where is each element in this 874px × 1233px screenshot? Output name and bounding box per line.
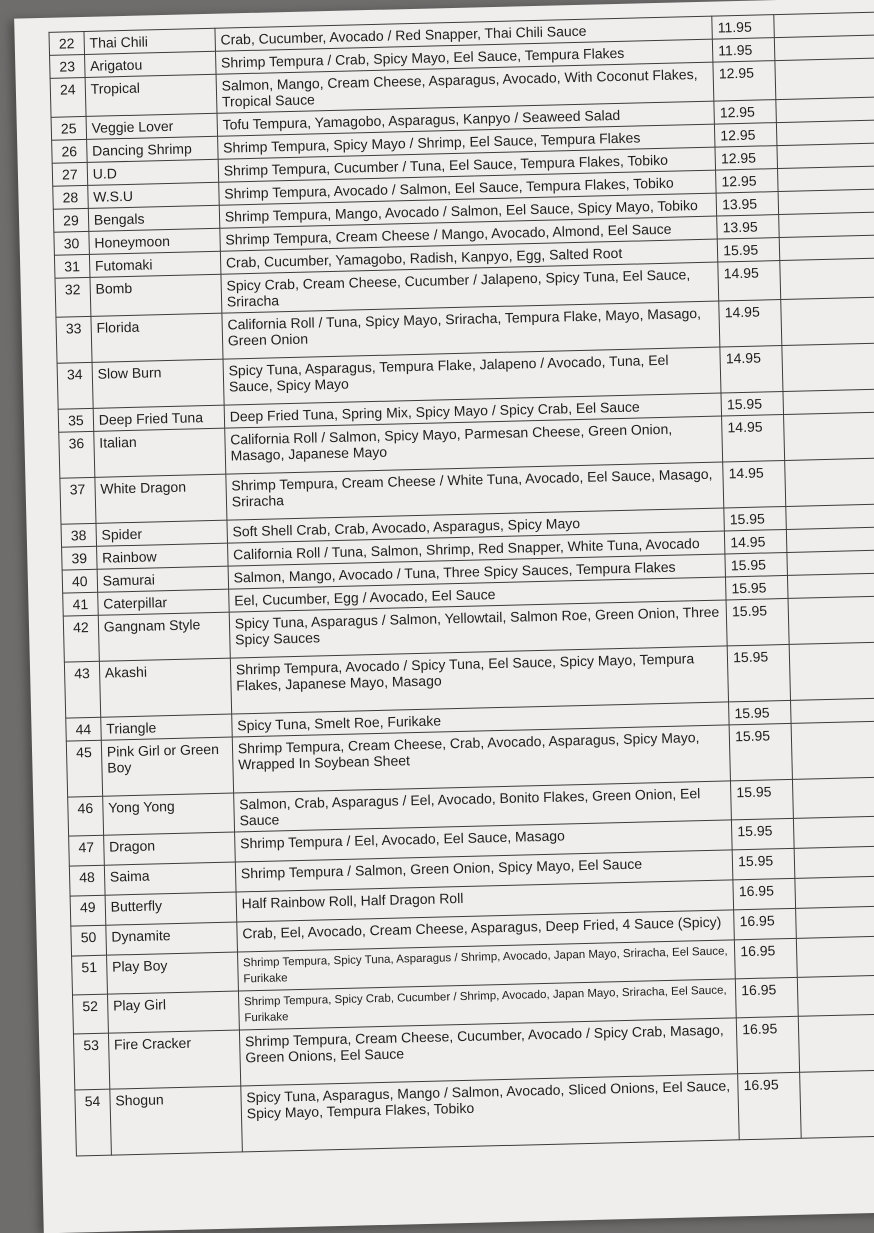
roll-number: 32: [55, 277, 91, 317]
roll-price: 15.95: [727, 644, 790, 701]
roll-number: 34: [57, 362, 93, 409]
roll-name: Bengals: [88, 205, 220, 231]
roll-number: 36: [59, 431, 95, 478]
roll-number: 33: [56, 316, 92, 363]
roll-ingredients: Shrimp Tempura, Cream Cheese, Crab, Avocado, Asparagus, Spicy Mayo, Wrapped In Soybean Sheet: [232, 725, 731, 793]
roll-name: Dragon: [103, 832, 235, 865]
roll-ingredients: Soft Shell Crab, Crab, Avocado, Asparagus, Spicy Mayo: [227, 508, 725, 543]
blank-column-cell: [779, 235, 874, 261]
roll-number: 54: [75, 1089, 111, 1156]
blank-column-cell: [775, 97, 874, 123]
roll-number: 42: [63, 615, 99, 662]
blank-column-cell: [776, 120, 874, 146]
blank-column-cell: [786, 550, 874, 576]
roll-name: Dynamite: [106, 922, 238, 955]
roll-name: Caterpillar: [97, 589, 229, 615]
roll-ingredients: Shrimp Tempura / Eel, Avocado, Eel Sauce, Masago: [234, 820, 732, 862]
roll-name: Deep Fried Tuna: [93, 405, 225, 431]
roll-price: 15.95: [717, 238, 779, 262]
blank-column-cell: [778, 189, 874, 215]
roll-price: 13.95: [716, 192, 778, 216]
roll-price: 12.95: [714, 100, 776, 124]
roll-number: 50: [71, 925, 107, 956]
roll-price: 14.95: [718, 261, 780, 301]
blank-column-cell: [789, 642, 874, 701]
blank-column-cell: [778, 212, 874, 238]
roll-name: Spider: [96, 520, 228, 546]
roll-ingredients: Spicy Crab, Cream Cheese, Cucumber / Jalapeno, Spicy Tuna, Eel Sauce, Sriracha: [221, 262, 719, 313]
roll-number: 49: [70, 895, 106, 926]
roll-ingredients: California Roll / Salmon, Spicy Mayo, Parmesan Cheese, Green Onion, Masago, Japanese Mayo: [224, 416, 722, 474]
blank-column-cell: [788, 596, 874, 645]
roll-price: 14.95: [723, 460, 786, 507]
roll-name: W.S.U: [88, 182, 220, 208]
roll-price: 16.95: [735, 938, 797, 978]
blank-column-cell: [774, 35, 874, 61]
roll-number: 25: [51, 116, 86, 140]
roll-price: 12.95: [715, 146, 777, 170]
blank-column-cell: [792, 777, 874, 819]
menu-sheet: [14, 0, 874, 1233]
blank-column-cell: [787, 573, 874, 599]
roll-name: Florida: [91, 313, 223, 362]
roll-price: 14.95: [722, 415, 785, 462]
roll-ingredients: Shrimp Tempura, Mango, Avocado / Salmon, Eel Sauce, Spicy Mayo, Tobiko: [219, 193, 717, 228]
roll-name: Samurai: [97, 566, 229, 592]
roll-price: 12.95: [716, 169, 778, 193]
roll-name: Yong Yong: [102, 793, 234, 835]
roll-ingredients: Half Rainbow Roll, Half Dragon Roll: [236, 880, 734, 922]
roll-menu-table: [48, 12, 874, 1157]
roll-price: 16.95: [738, 1072, 801, 1139]
roll-ingredients: Shrimp Tempura, Avocado / Salmon, Eel Sauce, Tempura Flakes, Tobiko: [218, 170, 716, 205]
roll-price: 14.95: [719, 300, 782, 347]
blank-column-cell: [799, 1070, 874, 1139]
blank-column-cell: [786, 527, 874, 553]
roll-name: Tropical: [85, 74, 217, 116]
roll-price: 16.95: [736, 1016, 799, 1073]
roll-ingredients: Spicy Tuna, Asparagus, Tempura Flake, Jalapeno / Avocado, Tuna, Eel Sauce, Spicy Mayo: [223, 347, 721, 405]
roll-ingredients: Shrimp Tempura, Spicy Tuna, Asparagus / Shrimp, Avocado, Japan Mayo, Sriracha, Eel Sauce, Furikake: [237, 940, 735, 991]
blank-column-cell: [785, 504, 874, 530]
roll-ingredients: Crab, Cucumber, Yamagobo, Radish, Kanpyo, Egg, Salted Root: [220, 239, 718, 274]
roll-ingredients: Spicy Tuna, Asparagus, Mango / Salmon, Avocado, Sliced Onions, Eel Sauce, Spicy Mayo, Tempura Flakes, Tobiko: [241, 1074, 740, 1152]
roll-number: 30: [54, 231, 89, 255]
roll-price: 11.95: [712, 15, 774, 39]
roll-name: Gangnam Style: [98, 612, 230, 661]
roll-ingredients: Shrimp Tempura, Spicy Mayo / Shrimp, Eel Sauce, Tempura Flakes: [217, 124, 715, 159]
blank-column-cell: [781, 343, 874, 392]
roll-number: 41: [63, 592, 98, 616]
roll-ingredients: Spicy Tuna, Asparagus / Salmon, Yellowtail, Salmon Roe, Green Onion, Three Spicy Sauces: [229, 600, 727, 658]
roll-ingredients: Shrimp Tempura, Cream Cheese / White Tuna, Avocado, Eel Sauce, Masago, Sriracha: [226, 462, 724, 520]
roll-price: 15.95: [726, 575, 788, 599]
menu-table-body: [49, 12, 874, 1156]
roll-price: 15.95: [725, 552, 787, 576]
blank-column-cell: [783, 412, 874, 461]
roll-name: Thai Chili: [84, 28, 216, 54]
blank-column-cell: [794, 876, 874, 909]
roll-price: 16.95: [734, 908, 796, 939]
blank-column-cell: [793, 816, 874, 849]
roll-number: 27: [52, 162, 87, 186]
roll-ingredients: Shrimp Tempura / Salmon, Green Onion, Spicy Mayo, Eel Sauce: [235, 850, 733, 892]
blank-column-cell: [777, 166, 874, 192]
roll-price: 12.95: [715, 123, 777, 147]
blank-column-cell: [796, 936, 874, 978]
roll-price: 12.95: [713, 61, 775, 101]
roll-number: 24: [50, 77, 86, 117]
roll-ingredients: Salmon, Mango, Avocado / Tuna, Three Spicy Sauces, Tempura Flakes: [228, 554, 726, 589]
roll-ingredients: Eel, Cucumber, Egg / Avocado, Eel Sauce: [228, 577, 726, 612]
blank-column-cell: [783, 389, 874, 415]
roll-price: 16.95: [733, 878, 795, 909]
roll-name: Play Girl: [107, 991, 239, 1033]
roll-name: Akashi: [99, 658, 231, 717]
roll-number: 52: [73, 994, 109, 1034]
roll-ingredients: Salmon, Crab, Asparagus / Eel, Avocado, Bonito Flakes, Green Onion, Eel Sauce: [233, 781, 731, 832]
roll-price: 11.95: [713, 38, 775, 62]
roll-ingredients: Deep Fried Tuna, Spring Mix, Spicy Mayo / Spicy Crab, Eel Sauce: [224, 393, 722, 428]
roll-price: 16.95: [735, 977, 797, 1017]
roll-name: White Dragon: [95, 474, 227, 523]
blank-column-cell: [797, 975, 874, 1017]
roll-number: 26: [52, 139, 87, 163]
roll-name: Shogun: [110, 1086, 243, 1155]
blank-column-cell: [790, 698, 874, 724]
roll-name: Honeymoon: [89, 228, 221, 254]
roll-name: Bomb: [90, 274, 222, 316]
roll-number: 35: [58, 408, 93, 432]
roll-ingredients: Shrimp Tempura, Cream Cheese / Mango, Avocado, Almond, Eel Sauce: [220, 216, 718, 251]
roll-ingredients: Shrimp Tempura, Cream Cheese, Cucumber, Avocado / Spicy Crab, Masago, Green Onions, Eel Sauce: [239, 1018, 738, 1086]
roll-number: 29: [53, 208, 88, 232]
roll-price: 15.95: [729, 700, 791, 724]
roll-number: 46: [68, 796, 104, 836]
roll-name: Arigatou: [84, 51, 216, 77]
roll-number: 38: [61, 523, 96, 547]
roll-name: Triangle: [101, 714, 233, 740]
blank-column-cell: [784, 458, 874, 507]
roll-name: Slow Burn: [92, 359, 224, 408]
roll-ingredients: Crab, Cucumber, Avocado / Red Snapper, Thai Chili Sauce: [215, 16, 713, 51]
roll-number: 44: [66, 717, 101, 741]
roll-ingredients: Shrimp Tempura, Cucumber / Tuna, Eel Sauce, Tempura Flakes, Tobiko: [218, 147, 716, 182]
roll-price: 15.95: [731, 779, 793, 819]
roll-price: 14.95: [720, 346, 783, 393]
blank-column-cell: [780, 297, 874, 346]
roll-price: 13.95: [717, 215, 779, 239]
roll-ingredients: Shrimp Tempura, Avocado / Spicy Tuna, Eel Sauce, Spicy Mayo, Tempura Flakes, Japanese Mayo, Masago: [230, 646, 729, 714]
roll-ingredients: Shrimp Tempura, Spicy Crab, Cucumber / Shrimp, Avocado, Japan Mayo, Sriracha, Eel Sauce, Furikake: [238, 979, 736, 1030]
blank-column-cell: [773, 12, 874, 38]
blank-column-cell: [777, 143, 874, 169]
roll-price: 15.95: [721, 392, 783, 416]
roll-price: 15.95: [729, 723, 792, 780]
roll-name: U.D: [87, 159, 219, 185]
blank-column-cell: [791, 721, 874, 780]
roll-name: Saima: [104, 862, 236, 895]
roll-number: 31: [54, 254, 89, 278]
roll-ingredients: Crab, Eel, Avocado, Cream Cheese, Asparagus, Deep Fried, 4 Sauce (Spicy): [237, 910, 735, 952]
roll-number: 53: [73, 1033, 109, 1090]
roll-number: 28: [53, 185, 88, 209]
blank-column-cell: [774, 58, 874, 100]
roll-number: 47: [69, 835, 105, 866]
roll-number: 51: [72, 955, 108, 995]
roll-number: 37: [60, 477, 96, 524]
roll-name: Veggie Lover: [86, 113, 218, 139]
roll-number: 43: [64, 661, 100, 718]
roll-ingredients: California Roll / Tuna, Salmon, Shrimp, Red Snapper, White Tuna, Avocado: [227, 531, 725, 566]
roll-ingredients: Spicy Tuna, Smelt Roe, Furikake: [231, 702, 729, 737]
roll-price: 15.95: [724, 506, 786, 530]
roll-ingredients: Tofu Tempura, Yamagobo, Asparagus, Kanpyo / Seaweed Salad: [217, 101, 715, 136]
roll-name: Butterfly: [105, 892, 237, 925]
roll-name: Rainbow: [96, 543, 228, 569]
roll-ingredients: Salmon, Mango, Cream Cheese, Asparagus, Avocado, With Coconut Flakes, Tropical Sauce: [216, 62, 714, 113]
roll-name: Italian: [94, 428, 226, 477]
roll-ingredients: California Roll / Tuna, Spicy Mayo, Sriracha, Tempura Flake, Mayo, Masago, Green Onion: [222, 301, 720, 359]
blank-column-cell: [794, 846, 874, 879]
roll-number: 48: [69, 865, 105, 896]
roll-name: Futomaki: [89, 251, 221, 277]
roll-number: 39: [62, 546, 97, 570]
roll-number: 45: [66, 740, 102, 797]
blank-column-cell: [798, 1014, 874, 1073]
roll-name: Fire Cracker: [108, 1030, 240, 1089]
roll-price: 14.95: [725, 529, 787, 553]
roll-number: 40: [62, 569, 97, 593]
blank-column-cell: [779, 258, 874, 300]
roll-price: 15.95: [732, 848, 794, 879]
roll-name: Dancing Shrimp: [86, 136, 218, 162]
roll-price: 15.95: [726, 598, 789, 645]
roll-price: 15.95: [732, 818, 794, 849]
roll-name: Play Boy: [106, 952, 238, 994]
roll-ingredients: Shrimp Tempura / Crab, Spicy Mayo, Eel Sauce, Tempura Flakes: [215, 39, 713, 74]
roll-name: Pink Girl or Green Boy: [101, 737, 233, 796]
roll-number: 22: [49, 31, 84, 55]
blank-column-cell: [795, 906, 874, 939]
roll-number: 23: [50, 54, 85, 78]
